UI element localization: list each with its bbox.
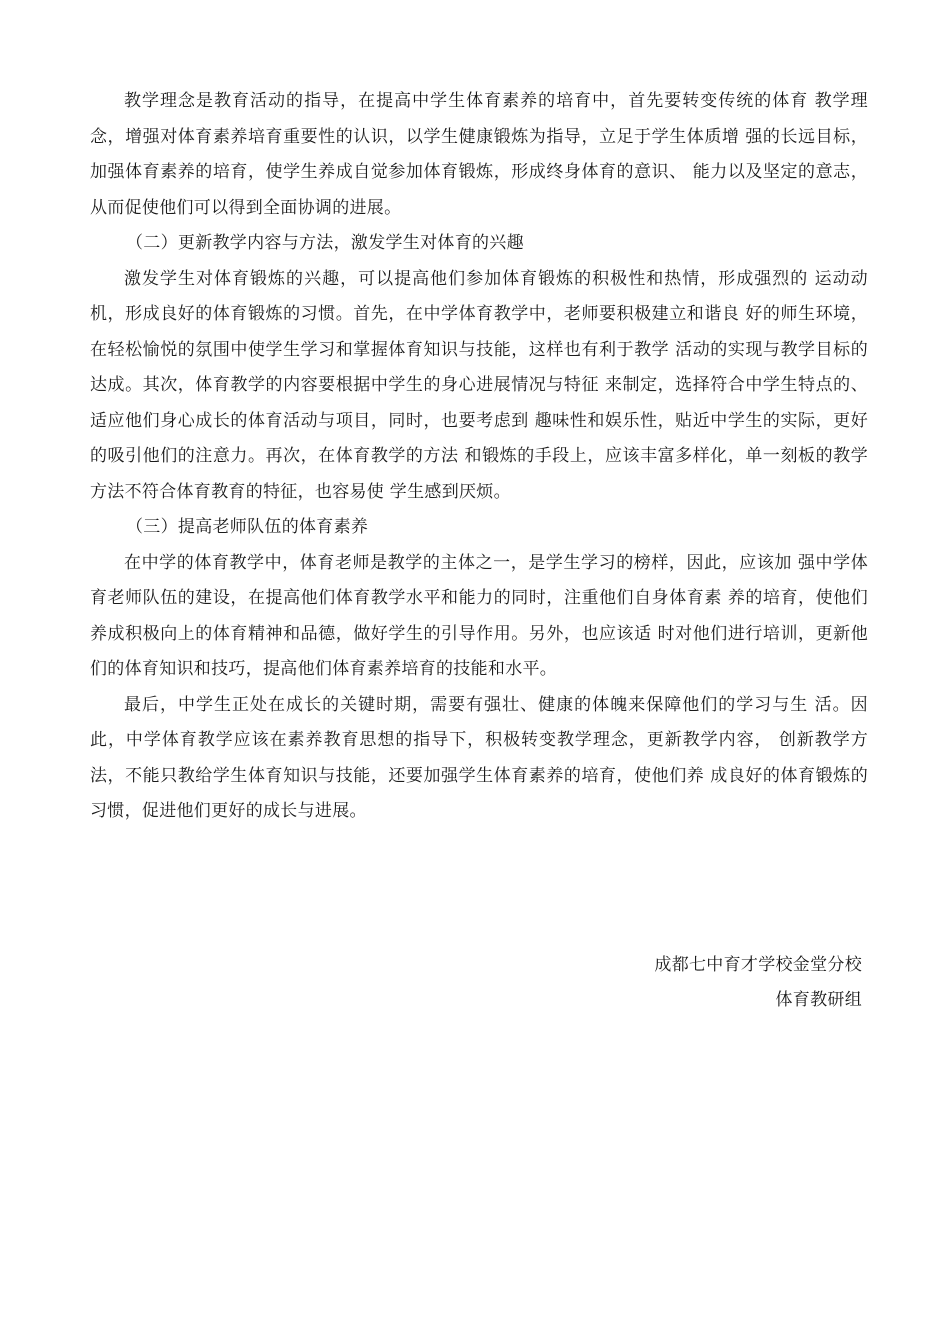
paragraph-conclusion: 最后，中学生正处在成长的关键时期，需要有强壮、健康的体魄来保障他们的学习与生 活。因此，中学体育教学应该在素养教育思想的指导下，积极转变教学理念，更新教学内容， 创新教学方法，不能只教给学生体育知识与技能，还要加强学生体育素养的培育，使他们养 成良好的体育锻炼的习惯，促进他们更好的成长与进展。 <box>90 694 868 821</box>
signature-school: 成都七中育才学校金堂分校 <box>654 955 862 975</box>
paragraph-interest: 激发学生对体育锻炼的兴趣，可以提高他们参加体育锻炼的积极性和热情，形成强烈的 运动动机，形成良好的体育锻炼的习惯。首先，在中学体育教学中，老师要积极建立和谐良 好的师生环境，在轻松愉悦的氛围中使学生学习和掌握体育知识与技能，这样也有利于教学 活动的实现与教学目标的达成。其次，体育教学的内容要根据中学生的身心进展情况与特征 来制定，选择符合中学生特点的、适应他们身心成长的体育活动与项目，同时，也要考虑到 趣味性和娱乐性，贴近中学生的实际，更好的吸引他们的注意力。再次，在体育教学的方法 和锻炼的手段上，应该丰富多样化，单一刻板的教学方法不符合体育教育的特征，也容易使 学生感到厌烦。 <box>90 268 868 502</box>
paragraph-teacher-team: 在中学的体育教学中，体育老师是教学的主体之一，是学生学习的榜样，因此，应该加 强中学体育老师队伍的建设，在提高他们体育教学水平和能力的同时，注重他们自身体育素 养的培育，使他们养成积极向上的体育精神和品德，做好学生的引导作用。另外，也应该适 时对他们进行培训，更新他们的体育知识和技巧，提高他们体育素养培育的技能和水平。 <box>90 552 868 679</box>
section-heading-3: （三）提高老师队伍的体育素养 <box>126 517 369 537</box>
signature-block <box>654 948 862 1018</box>
paragraph-teaching-philosophy: 教学理念是教育活动的指导，在提高中学生体育素养的培育中，首先要转变传统的体育 教学理念，增强对体育素养培育重要性的认识，以学生健康锻炼为指导，立足于学生体质增 强的长远目标，加强体育素养的培育，使学生养成自觉参加体育锻炼，形成终身体育的意识、 能力以及坚定的意志，从而促使他们可以得到全面协调的进展。 <box>90 91 868 218</box>
section-heading-2: （二）更新教学内容与方法，激发学生对体育的兴趣 <box>126 233 524 253</box>
signature-group: 体育教研组 <box>775 990 862 1010</box>
document-body <box>90 84 868 830</box>
